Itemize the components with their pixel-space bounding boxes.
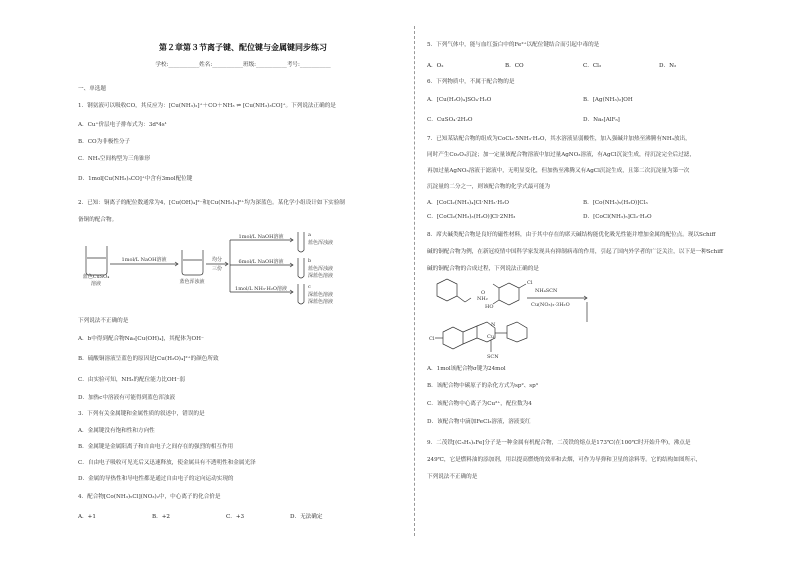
q5-option-c: C．Cl₂ — [583, 63, 602, 69]
start-solution-label-1: 蓝色CuSO₄ — [82, 274, 110, 280]
tube-c-result-2: 深蓝色溶液 — [308, 299, 334, 305]
q7-line3: 再加过量AgNO₃溶液于滤液中，无明显变化，但加热至沸腾又有AgCl沉淀生成，且第二次沉淀量为第一次 — [427, 168, 690, 174]
section-heading: 一、单选题 — [78, 86, 106, 92]
q3-option-b: B．金属键是金属阳离子和自由电子之间存在的强烈的相互作用 — [78, 444, 234, 450]
q2-option-b: B．硫酸铜溶液呈蓝色的原因是[Cu(H₂O)₄]²⁺的颜色所致 — [78, 356, 219, 362]
product-cl-label: Cl — [429, 336, 435, 342]
q4-option-d: D．无法确定 — [290, 514, 323, 520]
split-label-1: 均分 — [211, 257, 223, 263]
reagent-nh4scn-label: NH₄SCN — [535, 288, 558, 294]
q6-option-d: D．Na₃[AlF₆] — [583, 117, 620, 123]
phenol-ho-label: HO — [485, 304, 494, 310]
aldehyde-o-label: O — [481, 290, 486, 296]
mid-mixture-label: 蓝色浑浊液 — [179, 279, 205, 285]
student-info-line: 学校:___________姓名:___________班级:___________考号:___________ — [155, 62, 331, 68]
q3-stem: 3．下列有关金属键和金属性质的叙述中，错误的是 — [78, 411, 205, 417]
q6-option-a: A．[Cu(H₂O)₄]SO₄·H₂O — [427, 97, 492, 103]
q3-option-a: A．金属键没有饱和性和方向性 — [78, 428, 155, 434]
q2-stem-line1: 2．已知：铜离子的配位数通常为4，[Cu(OH)₄]²⁻和[Cu(NH₃)₄]²⁺均为深蓝色。某化学小组设计如下实验制 — [78, 200, 345, 206]
product-scn-label: SCN — [487, 354, 499, 360]
q2-stem-line2: 备铜的配合物。 — [78, 217, 118, 223]
q8-synthesis-scheme — [427, 276, 627, 362]
amine-nh2-label: NH₂ — [477, 296, 488, 302]
q2-option-c: C．由实验可知，NH₃的配位能力比OH⁻弱 — [78, 377, 186, 383]
branch-c-reagent: 1mol/L NH₃·H₂O溶液 — [235, 286, 287, 292]
q6-option-b: B．[Ag(NH₃)₂]OH — [583, 97, 633, 103]
q7-option-c: C．[CoCl₂(NH₃)₃(H₂O)]Cl·2NH₃ — [427, 214, 516, 220]
q7-line1: 7．已知某钴配合物的组成为CoCl₃·5NH₃·H₂O，其水溶液显弱酸性，加入强碱并加热至沸腾有NH₃放出， — [427, 136, 691, 142]
q9-line3: 下列说法不正确的是 — [427, 474, 478, 480]
q3-option-c: C．自由电子吸收可见光后又迅速释放，使金属具有不透明性和金属光泽 — [78, 460, 256, 466]
column-divider — [414, 26, 415, 536]
q5-option-d: D．N₂ — [659, 63, 677, 69]
branch-a-reagent: 1mol/L NaOH溶液 — [238, 234, 284, 240]
q8-line2: 碱的铜配合物为例，在新冠疫情中国科学家发现具有抑制病毒的作用，引起了国内外学者的广泛关注，以下是一种Schiff — [427, 249, 724, 255]
q1-option-b: B．CO为非极性分子 — [78, 139, 131, 145]
worksheet-title: 第２章第３节离子键、配位键与金属键同步练习 — [159, 42, 327, 52]
q2-ask: 下列说法不正确的是 — [78, 318, 129, 324]
product-n-label: N — [491, 322, 496, 328]
q4-stem: 4．配合物[Co(NH₃)₅Cl](NO₃)₂中，中心离子的化合价是 — [78, 494, 221, 500]
q1-option-d: D．1mol[Cu(NH₃)₃CO]⁺中含有3mol配位键 — [78, 176, 193, 182]
q5-option-a: A．O₂ — [427, 63, 444, 69]
q7-option-a: A．[CoCl₂(NH₃)₄]Cl·NH₃·H₂O — [427, 200, 509, 206]
tube-b-label: b — [308, 258, 312, 264]
q9-line1: 9．二茂铁[(C₅H₅)₂Fe]分子是一种金属有机配合物，二茂铁的熔点是173℃(在100℃时开始升华)，沸点是 — [427, 440, 691, 446]
q3-option-d: D．金属的导热性和导电性都是通过自由电子的定向运动实现的 — [78, 476, 234, 482]
q6-option-c: C．CuSO₄·2H₂O — [427, 117, 473, 123]
tube-c-label: c — [308, 284, 311, 290]
tube-a-label: a — [308, 232, 311, 238]
tube-b-result-2: 深蓝色溶液 — [308, 273, 334, 279]
q4-option-b: B．+2 — [152, 514, 170, 520]
q1-option-a: A．Cu⁺价层电子排布式为：3d⁹4s¹ — [78, 122, 167, 128]
q7-line4: 沉淀量的二分之一，则该配合物的化学式最可能为 — [427, 184, 551, 190]
split-label-2: 三份 — [211, 266, 223, 272]
product-cu-label: Cu — [487, 334, 495, 340]
reagent-copper-nitrate-label: Cu(NO₃)₂·3H₂O — [531, 302, 570, 308]
q8-option-c: C．该配合物中心离子为Cu²⁺，配位数为4 — [427, 401, 532, 407]
q5-stem: 5．下列气体中，能与血红蛋白中的Fe²⁺以配位键结合而引起中毒的是 — [427, 42, 600, 48]
q4-option-a: A．+1 — [78, 514, 96, 520]
q1-option-c: C．NH₃空间构型为三角锥形 — [78, 156, 151, 162]
q7-option-d: D．[CoCl(NH₃)₅]Cl₂·H₂O — [583, 214, 652, 220]
tube-c-result-1: 深蓝色溶液 — [308, 292, 334, 298]
q8-line1: 8．席夫碱类配合物是良好的磁性材料，由于其中存在的席天碱结构能优化吸光性能并增加金属的配位点。现以Schiff — [427, 232, 716, 238]
arrow1-reagent-label: 1mol/L NaOH溶液 — [121, 257, 167, 263]
start-solution-label-2: 溶液 — [90, 281, 102, 287]
q8-option-a: A．1mol该配合物σ键为24mol — [427, 366, 506, 372]
q8-option-b: B．该配合物中碳原子的杂化方式为sp²、sp³ — [427, 383, 538, 389]
q8-line3: 碱的铜配合物的合成过程，下列说法正确的是 — [427, 266, 539, 272]
q7-option-b: B．[Co(NH₃)₅(H₂O)]Cl₃ — [583, 200, 648, 206]
q2-experiment-diagram — [78, 228, 408, 308]
q6-stem: 6．下列物质中，不属于配合物的是 — [427, 79, 515, 85]
q5-option-b: B．CO — [505, 63, 524, 69]
branch-b-reagent: 6mol/L NaOH溶液 — [238, 259, 284, 265]
tube-a-result: 蓝色浑浊液 — [308, 240, 334, 246]
q2-option-d: D．加热c中溶液有可能得到蓝色浑浊液 — [78, 395, 176, 401]
q9-line2: 249℃，它是燃料油的添加剂，用以提高燃烧的效率和去烟，可作为导弹和卫星的涂料等。它的结构如图所示， — [427, 457, 702, 463]
q2-option-a: A．b中得到配合物Na₂[Cu(OH)₄]，其配体为OH⁻ — [78, 336, 204, 342]
q1-stem: 1．钢氨液可以吸收CO，其反应为：[Cu(NH₃)₂]⁺＋CO＋NH₃ ⇌ [Cu(NH₃)₃CO]⁺。下列说法正确的是 — [78, 103, 336, 109]
reagent-cl-label: Cl — [527, 280, 533, 286]
tube-b-result-1: 蓝色浑浊液 — [308, 266, 334, 272]
q7-line2: 同时产生Co₂O₃沉淀；加一定量该配合物溶液中加过量AgNO₃溶液，有AgCl沉淀生成，待沉淀完全后过滤， — [427, 152, 695, 158]
q8-option-d: D．该配合物中滴加FeCl₃溶液，溶液变红 — [427, 419, 531, 425]
q4-option-c: C．+3 — [226, 514, 245, 520]
